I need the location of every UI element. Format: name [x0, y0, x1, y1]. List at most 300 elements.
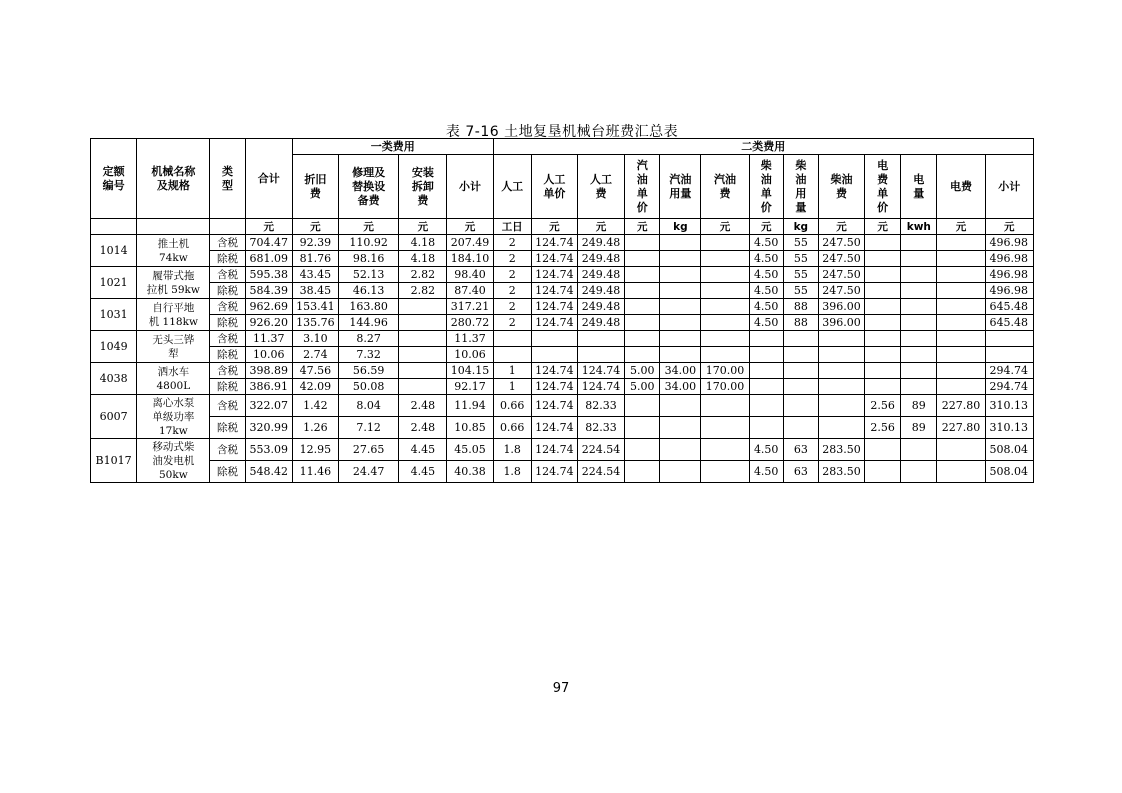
unit-depreciation: 元 [292, 219, 338, 235]
cell-labor: 0.66 [493, 395, 531, 417]
cell-total: 548.42 [245, 461, 292, 483]
cell-diesel-qty [783, 363, 818, 379]
cell-diesel-qty: 55 [783, 267, 818, 283]
tax-type: 含税 [210, 439, 245, 461]
cell-diesel-qty: 88 [783, 315, 818, 331]
cell-labor-fee: 249.48 [577, 251, 624, 267]
cell-total: 11.37 [245, 331, 292, 347]
cell-sub1: 92.17 [447, 379, 493, 395]
tax-type: 除税 [210, 417, 245, 439]
cell-elec-price [865, 363, 901, 379]
cell-sub1: 317.21 [447, 299, 493, 315]
cell-gas-qty [660, 251, 701, 267]
cell-elec-qty: 89 [901, 395, 937, 417]
cell-elec-fee [937, 283, 985, 299]
header-gas-fee: 汽油 费 [701, 155, 749, 219]
tax-type: 除税 [210, 347, 245, 363]
unit-repair: 元 [339, 219, 399, 235]
cell-repair: 24.47 [339, 461, 399, 483]
cell-elec-qty [901, 347, 937, 363]
cell-labor-price: 124.74 [531, 283, 577, 299]
cell-gas-fee [701, 299, 749, 315]
cell-total: 10.06 [245, 347, 292, 363]
cell-install [399, 347, 447, 363]
cell-elec-fee [937, 461, 985, 483]
group-class1: 一类费用 [292, 139, 493, 155]
cell-install: 2.82 [399, 283, 447, 299]
cell-gas-price [625, 267, 660, 283]
table-row [91, 267, 1034, 283]
header-subtotal-1: 小计 [447, 155, 493, 219]
tax-type: 含税 [210, 395, 245, 417]
table-row [91, 283, 1034, 299]
cell-dep: 153.41 [292, 299, 338, 315]
header-total: 合计 [245, 139, 292, 219]
cell-labor-price: 124.74 [531, 235, 577, 251]
cell-install: 2.48 [399, 417, 447, 439]
cell-total: 322.07 [245, 395, 292, 417]
cell-elec-qty [901, 283, 937, 299]
tax-type: 除税 [210, 283, 245, 299]
header-elec-fee: 电费 [937, 155, 985, 219]
cell-diesel-qty: 55 [783, 283, 818, 299]
cell-gas-price: 5.00 [625, 363, 660, 379]
cell-sub2: 508.04 [985, 439, 1033, 461]
machine-code: 4038 [91, 363, 137, 395]
cell-diesel-qty: 63 [783, 439, 818, 461]
cell-labor-fee: 249.48 [577, 299, 624, 315]
cell-diesel-price: 4.50 [749, 439, 783, 461]
machine-name: 履带式拖 拉机 59kw [137, 267, 210, 299]
cell-dep: 3.10 [292, 331, 338, 347]
cell-labor-price [531, 347, 577, 363]
tax-type: 含税 [210, 363, 245, 379]
cell-gas-price: 5.00 [625, 379, 660, 395]
cell-gas-qty [660, 267, 701, 283]
cell-diesel-fee [818, 331, 864, 347]
cell-gas-price [625, 331, 660, 347]
cell-labor: 1.8 [493, 439, 531, 461]
cell-elec-fee: 227.80 [937, 417, 985, 439]
cell-elec-fee [937, 379, 985, 395]
cell-repair: 8.27 [339, 331, 399, 347]
cell-diesel-fee: 396.00 [818, 299, 864, 315]
cell-diesel-fee: 283.50 [818, 461, 864, 483]
cell-diesel-price: 4.50 [749, 235, 783, 251]
cell-labor-fee: 124.74 [577, 363, 624, 379]
unit-subtotal-1: 元 [447, 219, 493, 235]
cell-elec-qty [901, 379, 937, 395]
header-labor: 人工 [493, 155, 531, 219]
machine-code: 1014 [91, 235, 137, 267]
machine-code: 6007 [91, 395, 137, 439]
cell-dep: 92.39 [292, 235, 338, 251]
cell-sub1: 98.40 [447, 267, 493, 283]
cell-diesel-fee: 396.00 [818, 315, 864, 331]
header-labor-fee: 人工 费 [577, 155, 624, 219]
cell-diesel-qty [783, 331, 818, 347]
cell-labor-fee: 249.48 [577, 235, 624, 251]
tax-type: 含税 [210, 299, 245, 315]
cell-sub2: 310.13 [985, 417, 1033, 439]
cell-elec-qty [901, 251, 937, 267]
cell-dep: 43.45 [292, 267, 338, 283]
cell-elec-price [865, 439, 901, 461]
cell-elec-qty [901, 439, 937, 461]
cell-install: 2.82 [399, 267, 447, 283]
header-code: 定额 编号 [91, 139, 137, 219]
cell-labor-fee: 224.54 [577, 461, 624, 483]
header-elec-price: 电 费 单 价 [865, 155, 901, 219]
header-install: 安装 拆卸 费 [399, 155, 447, 219]
cell-diesel-qty: 88 [783, 299, 818, 315]
unit-diesel-fee: 元 [818, 219, 864, 235]
machine-name: 自行平地 机 118kw [137, 299, 210, 331]
header-subtotal-2: 小计 [985, 155, 1033, 219]
unit-total: 元 [245, 219, 292, 235]
cell-labor-fee: 82.33 [577, 417, 624, 439]
cell-labor-price: 124.74 [531, 461, 577, 483]
cell-gas-qty [660, 331, 701, 347]
cell-elec-fee [937, 267, 985, 283]
cell-sub2: 294.74 [985, 379, 1033, 395]
cell-gas-qty [660, 315, 701, 331]
cell-labor-fee: 249.48 [577, 267, 624, 283]
cell-diesel-fee: 247.50 [818, 235, 864, 251]
cell-labor-fee [577, 331, 624, 347]
cell-gas-qty [660, 461, 701, 483]
cell-diesel-price: 4.50 [749, 299, 783, 315]
cell-gas-price [625, 315, 660, 331]
cell-repair: 163.80 [339, 299, 399, 315]
cell-gas-qty: 34.00 [660, 379, 701, 395]
cell-gas-fee [701, 283, 749, 299]
table-row [91, 235, 1034, 251]
unit-elec-price: 元 [865, 219, 901, 235]
machine-code: 1031 [91, 299, 137, 331]
machine-code: B1017 [91, 439, 137, 483]
cell-dep: 2.74 [292, 347, 338, 363]
cell-labor-price: 124.74 [531, 379, 577, 395]
cell-diesel-fee [818, 363, 864, 379]
cell-install: 4.18 [399, 251, 447, 267]
cell-elec-price: 2.56 [865, 395, 901, 417]
cell-gas-fee [701, 315, 749, 331]
cell-elec-fee [937, 363, 985, 379]
header-elec-qty: 电 量 [901, 155, 937, 219]
cell-gas-qty [660, 283, 701, 299]
cell-sub1: 280.72 [447, 315, 493, 331]
cell-repair: 50.08 [339, 379, 399, 395]
cell-gas-price [625, 251, 660, 267]
cell-gas-fee [701, 395, 749, 417]
cell-diesel-qty [783, 417, 818, 439]
cell-sub2: 496.98 [985, 267, 1033, 283]
machine-shift-cost-table [90, 138, 1034, 483]
cell-sub1: 10.85 [447, 417, 493, 439]
cell-gas-fee: 170.00 [701, 363, 749, 379]
cell-repair: 144.96 [339, 315, 399, 331]
header-type: 类 型 [210, 139, 245, 219]
cell-diesel-qty [783, 395, 818, 417]
cell-dep: 11.46 [292, 461, 338, 483]
header-diesel-qty: 柴 油 用 量 [783, 155, 818, 219]
cell-dep: 1.26 [292, 417, 338, 439]
cell-diesel-price: 4.50 [749, 267, 783, 283]
cell-elec-price [865, 315, 901, 331]
cell-gas-qty [660, 395, 701, 417]
machine-name: 离心水泵 单级功率 17kw [137, 395, 210, 439]
cell-diesel-price [749, 363, 783, 379]
cell-dep: 135.76 [292, 315, 338, 331]
cell-elec-fee [937, 439, 985, 461]
cell-gas-fee [701, 235, 749, 251]
cell-elec-fee [937, 299, 985, 315]
cell-sub1: 10.06 [447, 347, 493, 363]
cell-elec-qty [901, 331, 937, 347]
cell-repair: 56.59 [339, 363, 399, 379]
cell-dep: 42.09 [292, 379, 338, 395]
cell-repair: 7.12 [339, 417, 399, 439]
cell-gas-fee [701, 461, 749, 483]
cell-sub2: 496.98 [985, 235, 1033, 251]
cell-total: 553.09 [245, 439, 292, 461]
cell-sub1: 87.40 [447, 283, 493, 299]
cell-elec-fee [937, 331, 985, 347]
cell-labor-fee: 124.74 [577, 379, 624, 395]
unit-gas-fee: 元 [701, 219, 749, 235]
cell-elec-fee [937, 347, 985, 363]
cell-sub1: 11.37 [447, 331, 493, 347]
table-row [91, 461, 1034, 483]
cell-labor [493, 331, 531, 347]
cell-elec-price [865, 379, 901, 395]
cell-diesel-qty: 63 [783, 461, 818, 483]
cell-repair: 98.16 [339, 251, 399, 267]
machine-name: 无头三铧 犁 [137, 331, 210, 363]
cell-sub2: 508.04 [985, 461, 1033, 483]
cell-sub1: 104.15 [447, 363, 493, 379]
cell-elec-price [865, 267, 901, 283]
table-row [91, 347, 1034, 363]
cell-labor: 1 [493, 363, 531, 379]
cell-sub2: 496.98 [985, 251, 1033, 267]
cell-sub1: 11.94 [447, 395, 493, 417]
table-row [91, 331, 1034, 347]
cell-elec-fee [937, 235, 985, 251]
unit-labor-fee: 元 [577, 219, 624, 235]
cell-gas-fee [701, 267, 749, 283]
header-repair: 修理及 替换设 备费 [339, 155, 399, 219]
unit-cell [210, 219, 245, 235]
cell-total: 704.47 [245, 235, 292, 251]
cell-labor-price: 124.74 [531, 417, 577, 439]
cell-diesel-fee: 247.50 [818, 251, 864, 267]
cell-repair: 46.13 [339, 283, 399, 299]
cell-install [399, 331, 447, 347]
cell-diesel-price [749, 417, 783, 439]
cell-install: 2.48 [399, 395, 447, 417]
cell-install [399, 299, 447, 315]
cell-diesel-fee [818, 347, 864, 363]
cell-labor-price: 124.74 [531, 363, 577, 379]
cell-elec-fee [937, 315, 985, 331]
cell-gas-price [625, 395, 660, 417]
cell-sub1: 45.05 [447, 439, 493, 461]
cell-install: 4.45 [399, 461, 447, 483]
table-row [91, 363, 1034, 379]
cell-total: 320.99 [245, 417, 292, 439]
cell-diesel-price: 4.50 [749, 461, 783, 483]
cell-sub1: 40.38 [447, 461, 493, 483]
cell-dep: 47.56 [292, 363, 338, 379]
cell-sub2 [985, 347, 1033, 363]
cell-total: 595.38 [245, 267, 292, 283]
cell-total: 926.20 [245, 315, 292, 331]
cell-total: 386.91 [245, 379, 292, 395]
cell-labor [493, 347, 531, 363]
cell-elec-price [865, 283, 901, 299]
cell-sub1: 184.10 [447, 251, 493, 267]
cell-diesel-price: 4.50 [749, 251, 783, 267]
cell-elec-price [865, 251, 901, 267]
cell-sub2 [985, 331, 1033, 347]
cell-diesel-fee [818, 417, 864, 439]
cell-sub2: 496.98 [985, 283, 1033, 299]
cell-gas-qty [660, 439, 701, 461]
table-row [91, 315, 1034, 331]
tax-type: 除税 [210, 379, 245, 395]
group-class2: 二类费用 [493, 139, 1033, 155]
cell-labor: 1.8 [493, 461, 531, 483]
tax-type: 除税 [210, 315, 245, 331]
tax-type: 除税 [210, 461, 245, 483]
unit-elec-qty: kwh [901, 219, 937, 235]
cell-diesel-fee [818, 379, 864, 395]
cell-labor-price: 124.74 [531, 439, 577, 461]
cell-gas-qty: 34.00 [660, 363, 701, 379]
cell-labor-fee [577, 347, 624, 363]
cell-gas-fee [701, 331, 749, 347]
unit-gas-qty: kg [660, 219, 701, 235]
cell-diesel-qty [783, 379, 818, 395]
cell-elec-qty [901, 461, 937, 483]
cell-gas-price [625, 299, 660, 315]
unit-gas-price: 元 [625, 219, 660, 235]
cell-labor-fee: 249.48 [577, 315, 624, 331]
cell-gas-fee [701, 251, 749, 267]
machine-name: 推土机 74kw [137, 235, 210, 267]
cell-labor-price: 124.74 [531, 315, 577, 331]
cell-repair: 7.32 [339, 347, 399, 363]
tax-type: 含税 [210, 331, 245, 347]
cell-gas-qty [660, 235, 701, 251]
cell-dep: 1.42 [292, 395, 338, 417]
header-diesel-fee: 柴油 费 [818, 155, 864, 219]
cell-gas-qty [660, 299, 701, 315]
cell-install: 4.18 [399, 235, 447, 251]
header-depreciation: 折旧 费 [292, 155, 338, 219]
machine-name: 移动式柴 油发电机 50kw [137, 439, 210, 483]
cell-dep: 38.45 [292, 283, 338, 299]
machine-code: 1049 [91, 331, 137, 363]
page-number: 97 [552, 681, 570, 696]
cell-diesel-price [749, 347, 783, 363]
cell-labor-price: 124.74 [531, 267, 577, 283]
unit-diesel-price: 元 [749, 219, 783, 235]
cell-elec-fee [937, 251, 985, 267]
cell-diesel-price [749, 379, 783, 395]
cell-elec-qty [901, 363, 937, 379]
cell-labor-price: 124.74 [531, 299, 577, 315]
cell-elec-qty [901, 267, 937, 283]
cell-install [399, 363, 447, 379]
cell-elec-price [865, 331, 901, 347]
table-row [91, 417, 1034, 439]
cell-repair: 52.13 [339, 267, 399, 283]
cell-elec-price: 2.56 [865, 417, 901, 439]
table-row [91, 299, 1034, 315]
cell-gas-fee [701, 439, 749, 461]
cell-gas-qty [660, 347, 701, 363]
cell-elec-qty [901, 299, 937, 315]
cell-total: 398.89 [245, 363, 292, 379]
cell-elec-price [865, 347, 901, 363]
cell-sub2: 645.48 [985, 315, 1033, 331]
header-labor-price: 人工 单价 [531, 155, 577, 219]
cell-sub2: 294.74 [985, 363, 1033, 379]
cell-diesel-qty: 55 [783, 235, 818, 251]
cell-repair: 8.04 [339, 395, 399, 417]
cell-total: 962.69 [245, 299, 292, 315]
cell-diesel-price [749, 331, 783, 347]
cell-labor-fee: 82.33 [577, 395, 624, 417]
cell-install: 4.45 [399, 439, 447, 461]
cell-elec-price [865, 235, 901, 251]
cell-labor: 2 [493, 251, 531, 267]
cell-gas-qty [660, 417, 701, 439]
table-caption: 表 7-16 土地复垦机械台班费汇总表 [445, 124, 679, 140]
unit-subtotal-2: 元 [985, 219, 1033, 235]
cell-labor: 2 [493, 299, 531, 315]
cell-gas-fee: 170.00 [701, 379, 749, 395]
cell-gas-price [625, 417, 660, 439]
table-body [91, 235, 1034, 483]
cell-labor-fee: 249.48 [577, 283, 624, 299]
cell-diesel-fee: 247.50 [818, 267, 864, 283]
machine-name: 洒水车 4800L [137, 363, 210, 395]
cell-gas-fee [701, 417, 749, 439]
table-row [91, 395, 1034, 417]
unit-labor: 工日 [493, 219, 531, 235]
cell-sub2: 645.48 [985, 299, 1033, 315]
cell-elec-fee: 227.80 [937, 395, 985, 417]
cell-diesel-fee: 283.50 [818, 439, 864, 461]
unit-labor-price: 元 [531, 219, 577, 235]
header-gas-price: 汽 油 单 价 [625, 155, 660, 219]
cell-labor: 2 [493, 315, 531, 331]
header-gas-qty: 汽油 用量 [660, 155, 701, 219]
cell-labor: 2 [493, 267, 531, 283]
cell-dep: 12.95 [292, 439, 338, 461]
cell-elec-price [865, 461, 901, 483]
unit-diesel-qty: kg [783, 219, 818, 235]
cell-labor: 0.66 [493, 417, 531, 439]
cell-install [399, 315, 447, 331]
unit-install: 元 [399, 219, 447, 235]
cell-elec-qty: 89 [901, 417, 937, 439]
machine-code: 1021 [91, 267, 137, 299]
